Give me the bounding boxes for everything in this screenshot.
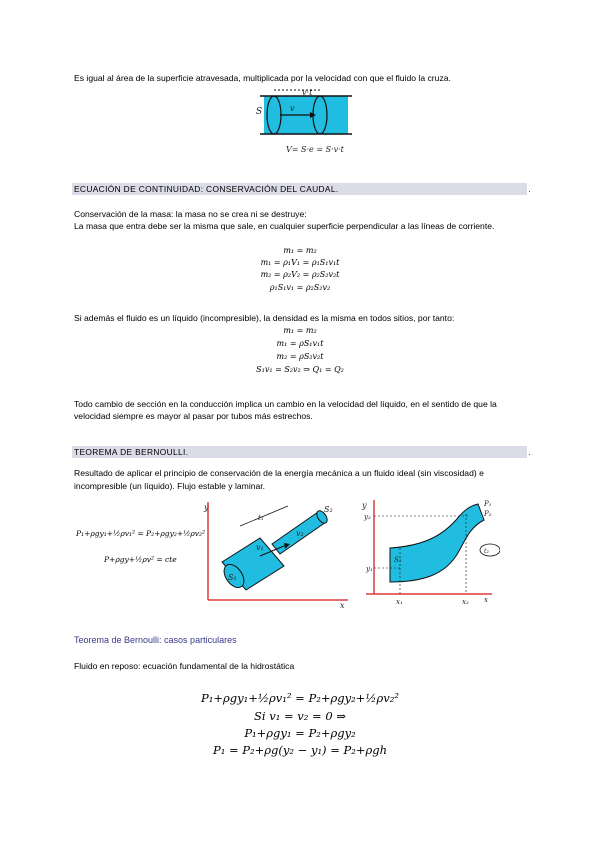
tube-label-v2: v₂: [296, 529, 304, 538]
tube-label-v1: v₁: [256, 543, 264, 552]
flow-label-x: x: [484, 596, 488, 604]
hydrostatic-equation: P₁+ρgy₁+½ρv₁² = P₂+ρgy₂+½ρv₂²: [201, 691, 399, 705]
flow-label-p2: P₂: [484, 510, 492, 518]
hydrostatic-equation: P₁+ρgy₁ = P₂+ρgy₂: [244, 726, 356, 740]
hydrostatic-equation: Si v₁ = v₂ = 0 ⇒: [254, 709, 346, 723]
incompressible-equation: m₁ = m₂: [283, 326, 317, 335]
flow-label-x2: x₂: [462, 598, 469, 606]
incompressible-equation: S₁v₁ = S₂v₂ ⇒ Q₁ = Q₂: [256, 365, 344, 374]
inclined-tube-figure: [200, 500, 350, 610]
hydrostatic-line: Fluido en reposo: ecuación fundamental de la hidrostática: [74, 661, 295, 671]
label-v: v: [290, 104, 295, 113]
label-s: S: [256, 107, 263, 117]
tube-label-y: y: [204, 503, 209, 512]
flow-profile-figure: [360, 498, 500, 610]
bernoulli-line1: Resultado de aplicar el principio de conservación de la energía mecánica a un fluido ideal (sin viscosidad) e: [74, 468, 484, 478]
flow-label-x1: x₁: [396, 598, 403, 606]
tube-label-x: x: [340, 601, 345, 610]
bernoulli-line2: incompresible (un líquido). Flujo estable y laminar.: [74, 481, 266, 491]
continuity-line5: velocidad siempre es mayor al pasar por tubos más estrechos.: [74, 411, 313, 421]
mass-equation: ρ₁S₁v₁ = ρ₂S₂v₂: [269, 283, 331, 292]
bernoulli-constant-equation: P+ρgy+½ρv² = cte: [104, 555, 177, 564]
flow-label-p1: P₁: [484, 500, 492, 508]
flow-label-s1: S₁: [394, 556, 402, 564]
mass-equation: m₁ = m₂: [283, 246, 317, 255]
continuity-line1: Conservación de la masa: la masa no se crea ni se destruye:: [74, 209, 307, 219]
pipe-volume-figure: [252, 86, 362, 156]
incompressible-equation: m₂ = ρS₂v₂t: [276, 352, 324, 361]
mass-equation: m₁ = ρ₁V₁ = ρ₁S₁v₁t: [260, 258, 340, 267]
tube-label-t1: t₁: [258, 514, 264, 522]
intro-text: Es igual al área de la superficie atravesada, multiplicada por la velocidad con que el fluido la cruza.: [74, 73, 451, 83]
tube-label-s2: S₂: [324, 505, 333, 514]
flow-label-y: y: [362, 501, 367, 510]
bernoulli-heading: TEOREMA DE BERNOULLI. .: [74, 447, 531, 457]
mass-equation: m₂ = ρ₂V₂ = ρ₂S₂v₂t: [260, 270, 340, 279]
continuity-line2: La masa que entra debe ser la misma que sale, en cualquier superficie perpendicular a las líneas de corriente.: [74, 221, 495, 231]
tube-label-s1: S₁: [228, 573, 237, 582]
flow-label-y1: y₁: [366, 565, 373, 573]
bernoulli-equation: P₁+ρgy₁+½ρv₁² = P₂+ρgy₂+½ρv₂²: [76, 529, 206, 538]
continuity-line4: Todo cambio de sección en la conducción implica un cambio en la velocidad del líquido, en el sentido de que la: [74, 399, 497, 409]
continuity-line3: Si además el fluido es un líquido (incompresible), la densidad es la misma en todos sitios, por tanto:: [74, 313, 455, 323]
continuity-heading: ECUACIÓN DE CONTINUIDAD: CONSERVACIÓN DEL CAUDAL. .: [74, 184, 531, 194]
bernoulli-subtitle: Teorema de Bernoulli: casos particulares: [74, 635, 237, 645]
flow-label-t2: t₂: [484, 548, 489, 555]
fig1-caption: V= S·e = S·v·t: [286, 145, 344, 154]
incompressible-equation: m₁ = ρS₁v₁t: [276, 339, 324, 348]
flow-label-y2: y₂: [364, 513, 371, 521]
label-vt: v·t: [302, 88, 313, 97]
hydrostatic-equation: P₁ = P₂+ρg(y₂ − y₁) = P₂+ρgh: [213, 743, 387, 757]
